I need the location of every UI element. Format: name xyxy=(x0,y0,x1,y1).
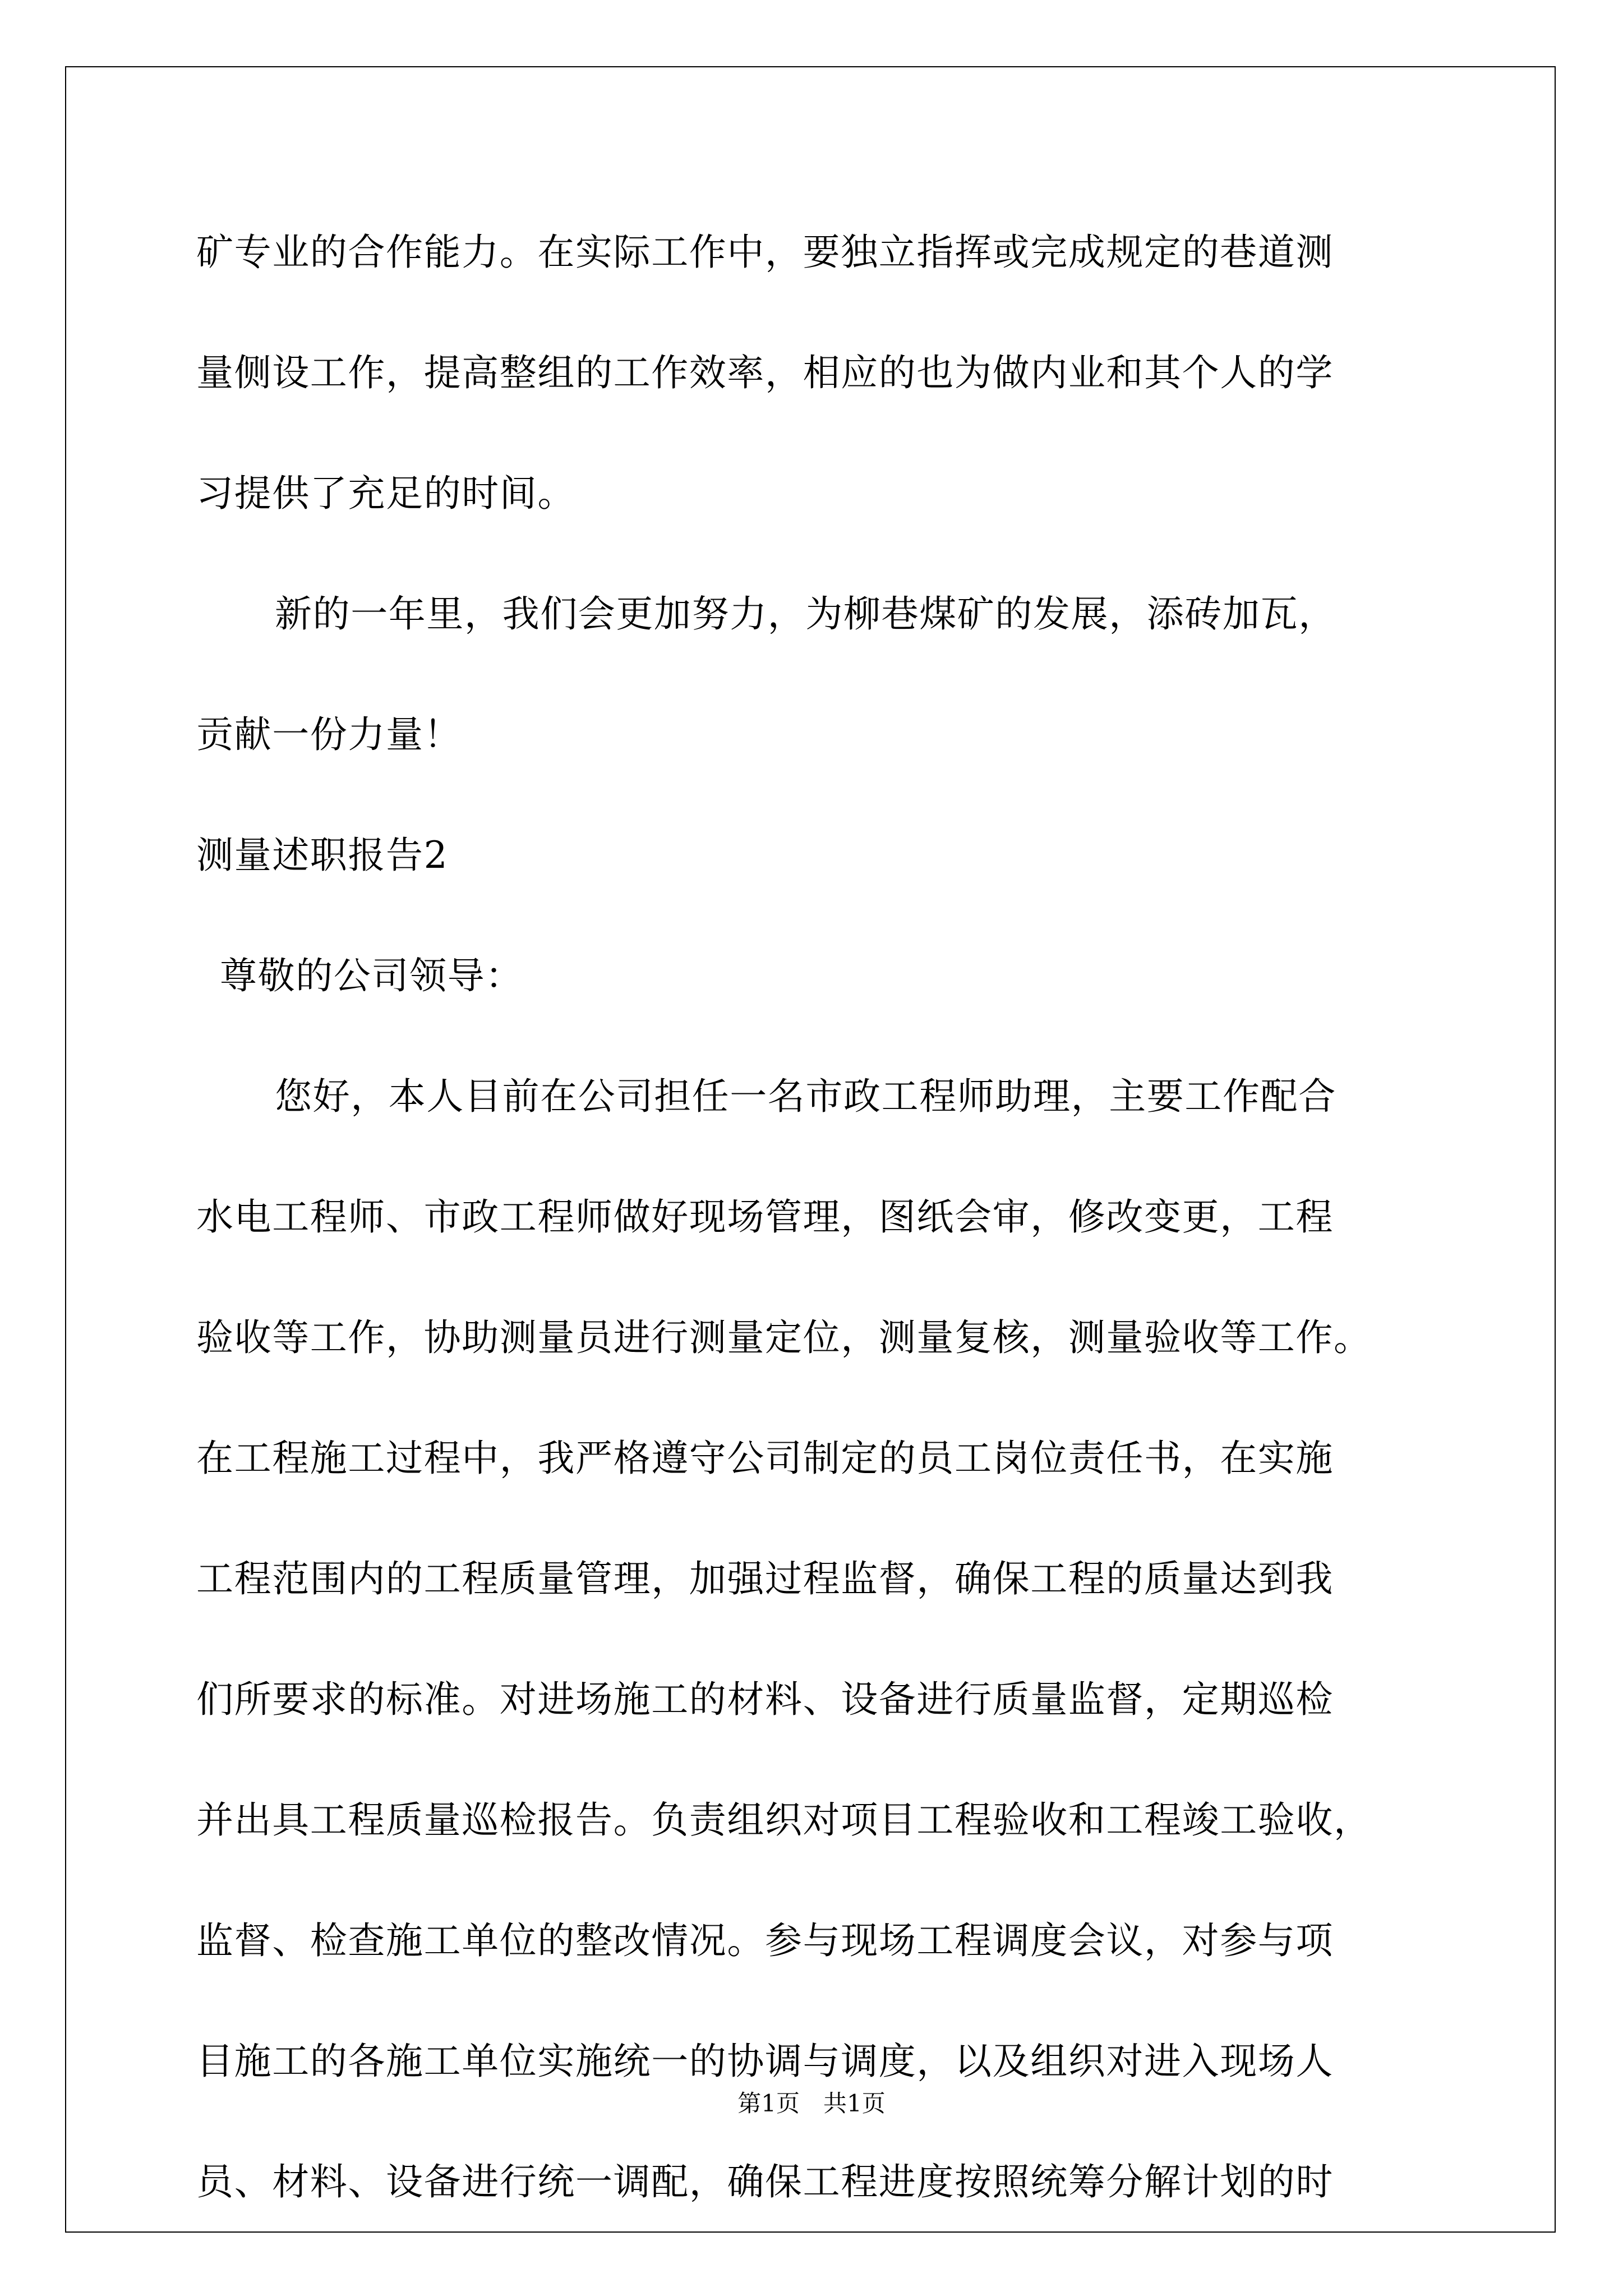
section-title: 测量述职报告2 xyxy=(196,834,449,877)
paragraph-line: 员、材料、设备进行统一调配，确保工程进度按照统筹分解计划的时 xyxy=(196,2160,1334,2203)
paragraph-line: 目施工的各施工单位实施统一的协调与调度，以及组织对进入现场人 xyxy=(196,2040,1334,2083)
paragraph-line: 矿专业的合作能力。在实际工作中，要独立指挥或完成规定的巷道测 xyxy=(196,231,1334,274)
paragraph-line: 您好，本人目前在公司担任一名市政工程师助理，主要工作配合 xyxy=(275,1075,1336,1118)
paragraph-line: 监督、检查施工单位的整改情况。参与现场工程调度会议，对参与项 xyxy=(196,1919,1334,1962)
paragraph-line: 验收等工作，协助测量员进行测量定位，测量复核，测量验收等工作。 xyxy=(196,1316,1372,1359)
paragraph-line: 们所要求的标准。对进场施工的材料、设备进行质量监督，定期巡检 xyxy=(196,1678,1334,1721)
paragraph-line: 并出具工程质量巡检报告。负责组织对项目工程验收和工程竣工验收， xyxy=(196,1798,1372,1842)
paragraph-line: 在工程施工过程中，我严格遵守公司制定的员工岗位责任书，在实施 xyxy=(196,1437,1334,1480)
paragraph-line: 工程范围内的工程质量管理，加强过程监督，确保工程的质量达到我 xyxy=(196,1557,1334,1600)
paragraph-line: 量侧设工作，提高整组的工作效率，相应的也为做内业和其个人的学 xyxy=(196,351,1334,394)
paragraph-line: 新的一年里，我们会更加努力，为柳巷煤矿的发展，添砖加瓦， xyxy=(275,592,1336,636)
paragraph-line: 习提供了充足的时间。 xyxy=(196,472,575,515)
page-footer: 第1页 共1页 xyxy=(737,2090,886,2117)
salutation: 尊敬的公司领导： xyxy=(220,954,523,997)
paragraph-line: 水电工程师、市政工程师做好现场管理，图纸会审，修改变更，工程 xyxy=(196,1195,1334,1239)
paragraph-line: 贡献一份力量！ xyxy=(196,713,462,756)
